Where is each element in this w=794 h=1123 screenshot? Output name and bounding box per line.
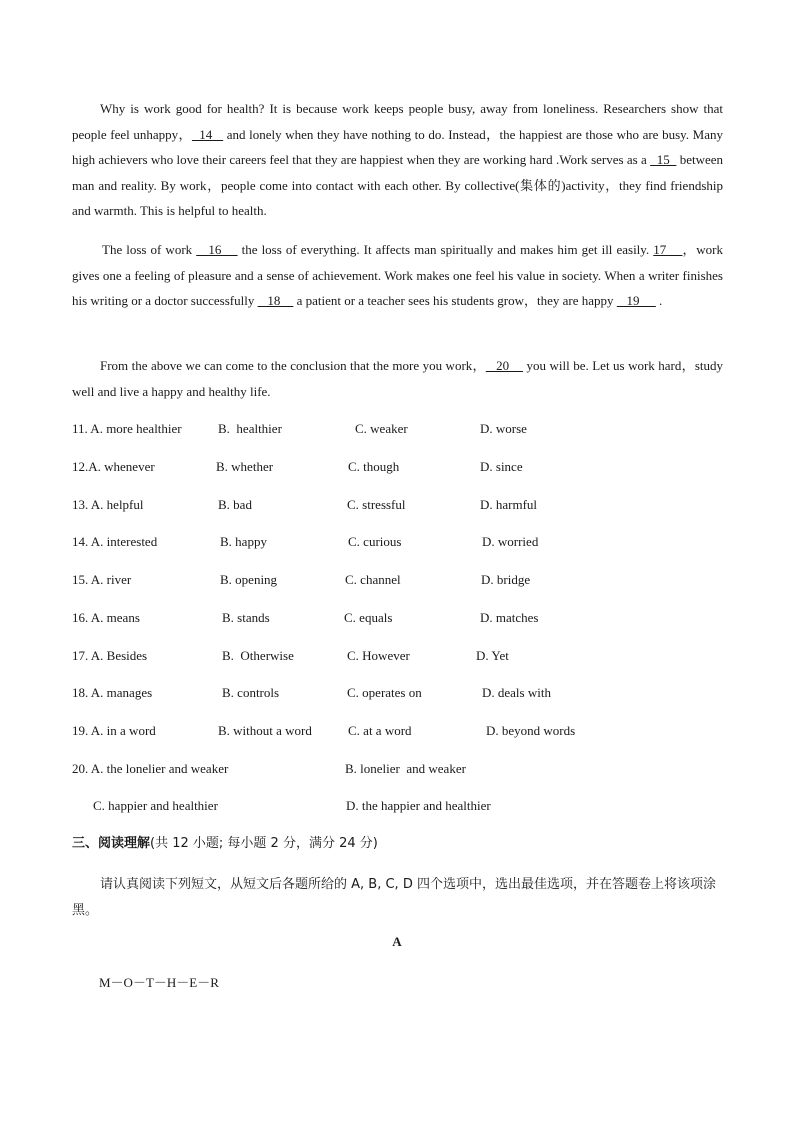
passage-text: you will be. Let us work hard，study well and live a happy and healthy life. <box>72 358 723 399</box>
option-b: B. whether <box>216 459 274 474</box>
option-a: 14. A. interested <box>72 534 158 549</box>
option-a: 15. A. river <box>72 572 132 587</box>
blank-14: 14 <box>191 126 224 142</box>
option-c: C. equals <box>344 610 393 625</box>
option-a: 12.A. whenever <box>72 459 155 474</box>
passage-text: Why is work good for health? It is because work keeps people busy, away from loneliness. Researchers show that people feel unhappy， <box>72 101 723 142</box>
blank-15: 15 <box>650 152 677 167</box>
option-d: D. harmful <box>480 497 538 512</box>
option-c: C. However <box>347 648 410 663</box>
option-b: B. Otherwise <box>222 648 294 663</box>
option-b: B. happy <box>220 534 267 549</box>
blank-16: 16 <box>196 242 238 257</box>
blank-17: 17 <box>653 242 683 257</box>
passage-text: a patient or a teacher sees his students grow，they are happy <box>293 293 617 308</box>
option-d: D. matches <box>480 610 539 625</box>
passage-first-line: M－O－T－H－E－R <box>99 975 219 990</box>
option-c: C. at a word <box>348 723 412 738</box>
option-b: B. lonelier and weaker <box>345 761 466 776</box>
option-a: 18. A. manages <box>72 685 153 700</box>
blank-18: 18 <box>257 293 294 308</box>
passage-text: between man and reality. By work，people come into contact with each other. By collective(集体的)activity，they find friendship and warmth. This is helpful to health. <box>72 152 723 218</box>
option-b: B. stands <box>222 610 270 625</box>
section-title-rest: (共 12 小题; 每小题 2 分，满分 24 分) <box>150 836 378 851</box>
blank-19: 19 <box>616 293 656 308</box>
option-c: C. though <box>348 459 400 474</box>
passage-text: the loss of everything. It affects man spiritually and makes him get ill easily. <box>237 242 654 257</box>
option-d: D. since <box>480 459 523 474</box>
passage-text: From the above we can come to the conclusion that the more you work， <box>100 358 486 373</box>
option-b: B. opening <box>220 572 278 587</box>
option-c: C. channel <box>345 572 401 587</box>
option-c: C. curious <box>348 534 402 549</box>
passage-paragraph-3 <box>72 353 723 404</box>
option-a: 19. A. in a word <box>72 723 156 738</box>
option-a: 17. A. Besides <box>72 648 148 663</box>
option-d: D. worried <box>482 534 539 549</box>
blank-20: 20 <box>485 358 524 373</box>
passage-text: and lonely when they have nothing to do. Instead，the happiest are those who are busy. Many high achievers who love their careers feel that they are happiest when they are working hard .Work serves as a <box>72 126 724 167</box>
passage-text: ，work gives one a feeling of pleasure and a sense of achievement. Work makes one feel his value in society. When a writer finishes his writing or a doctor successfully <box>72 242 724 308</box>
option-d: D. deals with <box>482 685 551 700</box>
option-d: D. Yet <box>476 648 509 663</box>
option-b: B. bad <box>218 497 252 512</box>
passage-label: A <box>392 934 402 949</box>
option-a: 13. A. helpful <box>72 497 144 512</box>
passage-paragraph-2 <box>72 237 723 314</box>
section-instruction: 请认真阅读下列短文，从短文后各题所给的 A, B, C, D 四个选项中，选出最佳选项，并在答题卷上将该项涂黑。 <box>72 877 716 918</box>
passage-paragraph-1 <box>72 96 723 224</box>
option-a: 16. A. means <box>72 610 140 625</box>
passage-text: The loss of work <box>102 242 197 257</box>
option-c: C. weaker <box>355 421 408 436</box>
option-d: D. bridge <box>481 572 531 587</box>
option-a: 20. A. the lonelier and weaker <box>72 761 229 776</box>
section-title-bold: 三、阅读理解 <box>72 836 151 851</box>
option-a: 11. A. more healthier <box>72 421 182 436</box>
section-title <box>72 833 378 855</box>
option-b: B. without a word <box>218 723 312 738</box>
option-b: B. controls <box>222 685 280 700</box>
option-c: C. happier and healthier <box>93 798 218 813</box>
option-d: D. worse <box>480 421 527 436</box>
option-d: D. the happier and healthier <box>346 798 491 813</box>
option-c: C. operates on <box>347 685 422 700</box>
option-b: B. healthier <box>218 421 282 436</box>
option-c: C. stressful <box>347 497 406 512</box>
option-d: D. beyond words <box>486 723 576 738</box>
passage-text: . <box>655 293 663 308</box>
